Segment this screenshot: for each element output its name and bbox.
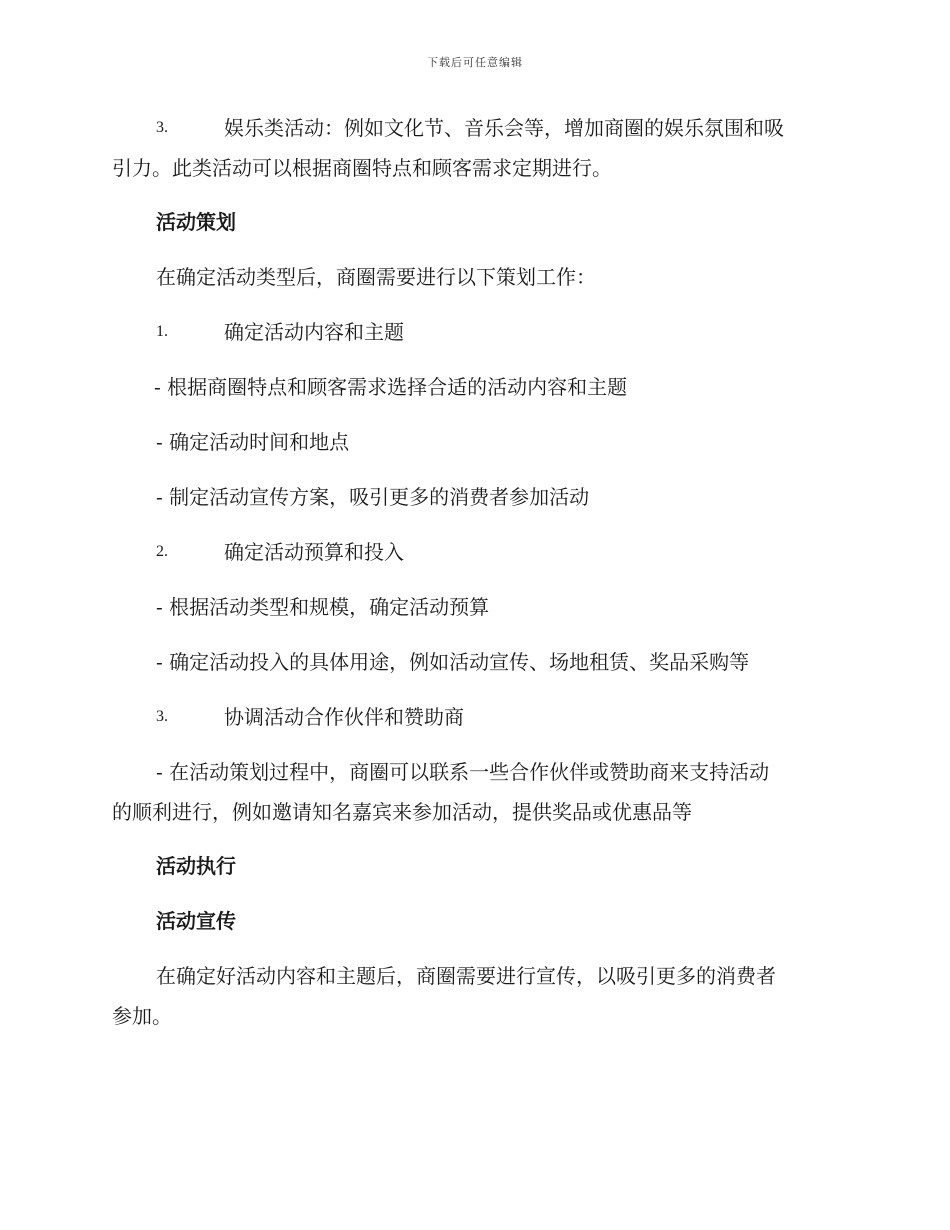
section-heading-promo: 活动宣传 [156, 909, 236, 933]
bullet-item: - 根据活动类型和规模，确定活动预算 [156, 595, 490, 619]
list-item-text: 协调活动合作伙伴和赞助商 [224, 705, 464, 729]
list-number: 3. [156, 708, 168, 725]
bullet-item: - 根据商圈特点和顾客需求选择合适的活动内容和主题 [154, 375, 628, 399]
bullet-item-continuation: 的顺利进行，例如邀请知名嘉宾来参加活动，提供奖品或优惠品等 [112, 800, 692, 824]
list-number: 2. [156, 543, 168, 560]
list-item-continuation: 引力。此类活动可以根据商圈特点和顾客需求定期进行。 [112, 156, 612, 180]
list-item-text: 确定活动预算和投入 [224, 540, 404, 564]
paragraph-plan-intro: 在确定活动类型后，商圈需要进行以下策划工作： [156, 265, 596, 289]
list-number: 1. [156, 323, 168, 340]
list-number: 3. [156, 119, 168, 136]
list-item-step2 [112, 532, 832, 572]
bullet-item: - 制定活动宣传方案，吸引更多的消费者参加活动 [156, 485, 590, 509]
section-heading-plan: 活动策划 [156, 210, 236, 234]
paragraph-promo: 在确定好活动内容和主题后，商圈需要进行宣传，以吸引更多的消费者 [156, 964, 776, 988]
list-item-entertainment [112, 108, 832, 148]
list-item-step1 [112, 312, 832, 352]
document-body [112, 108, 832, 1036]
bullet-item: - 确定活动时间和地点 [156, 430, 350, 454]
paragraph-promo-continuation: 参加。 [112, 1004, 172, 1028]
bullet-item: - 确定活动投入的具体用途，例如活动宣传、场地租赁、奖品采购等 [156, 650, 750, 674]
bullet-item: - 在活动策划过程中，商圈可以联系一些合作伙伴或赞助商来支持活动 [156, 760, 770, 784]
list-item-step3 [112, 697, 832, 737]
list-item-text: 确定活动内容和主题 [224, 320, 404, 344]
page-header: 下载后可任意编辑 [427, 56, 523, 69]
section-heading-exec: 活动执行 [156, 854, 236, 878]
list-item-text: 娱乐类活动：例如文化节、音乐会等，增加商圈的娱乐氛围和吸 [224, 116, 784, 140]
